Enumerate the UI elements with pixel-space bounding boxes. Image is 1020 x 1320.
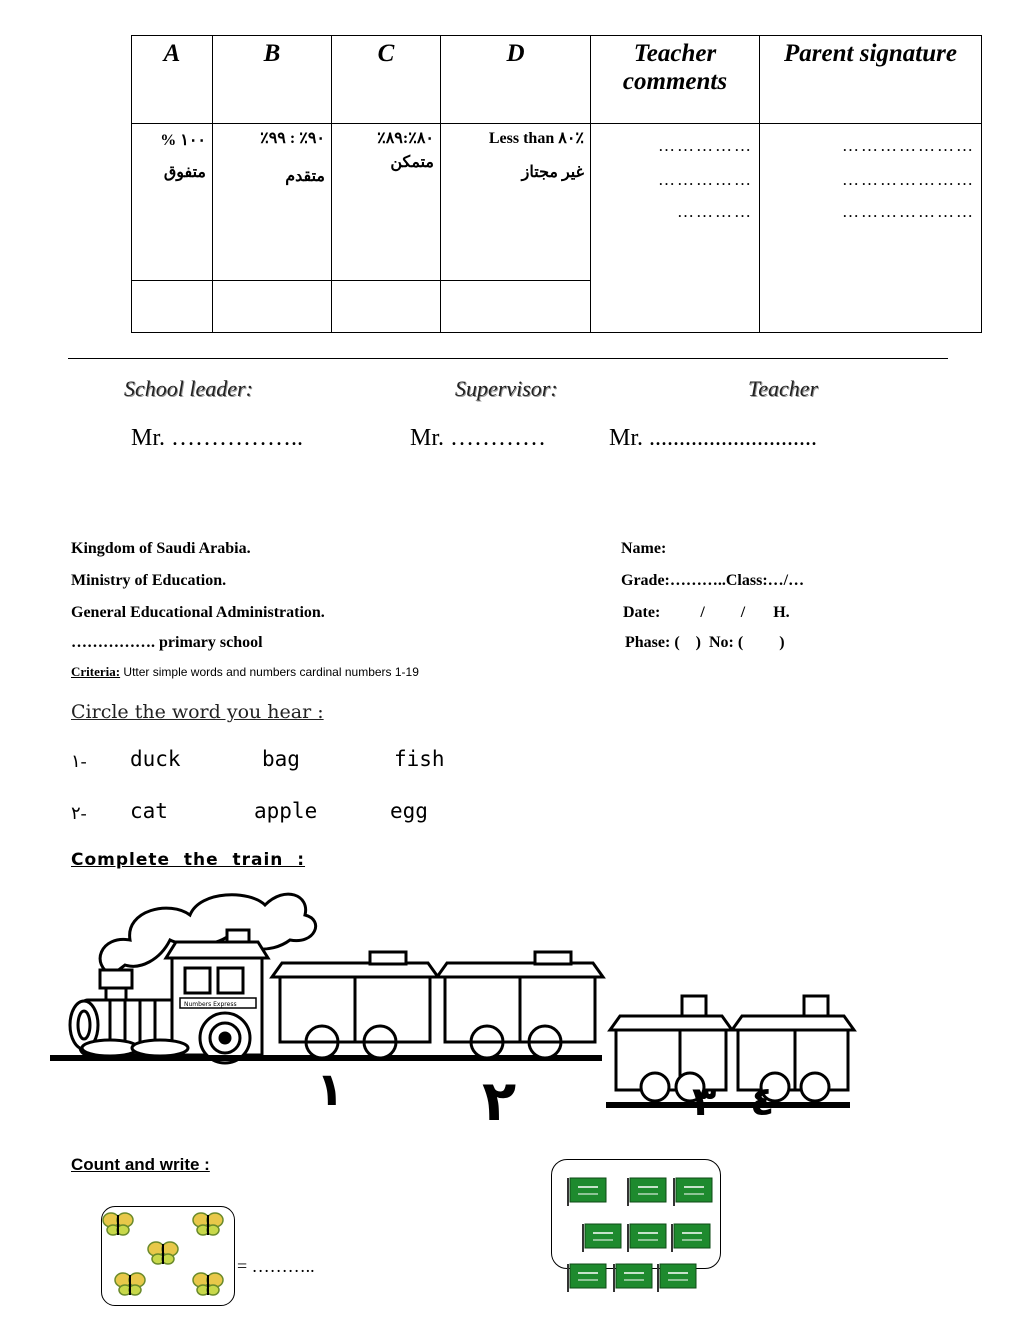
grade-class-field[interactable]: Grade:………..Class:…/… [621,572,805,589]
school-leader-label: School leader: [124,376,253,401]
word-bag[interactable]: bag [262,747,300,771]
train-number-2: ٢ [482,1069,517,1134]
flag-icon [583,1224,621,1252]
flag-icon [628,1224,666,1252]
empty-cell-b[interactable] [213,281,332,333]
flag-icon [568,1178,606,1206]
a-value: ١٠٠ % [160,132,206,149]
header-school: ……………. primary school [71,634,263,651]
b-label: متقدم [285,168,325,185]
teacher-dots-3: ………… [677,202,753,221]
flag-icon [568,1264,606,1292]
train-number-3: ٣ [692,1079,717,1125]
row-number-2: ٢- [71,803,87,823]
d-label: غير مجتاز [521,164,584,181]
teacher-dots-2: …………… [658,170,753,189]
teacher-line[interactable]: Mr. ............................ [609,425,818,451]
train-title: Complete the train : [71,850,306,870]
header-ministry: Ministry of Education. [71,572,227,589]
row-number-1: ١- [71,751,87,771]
grade-table [131,35,982,333]
parent-dots-1: ………………… [842,136,975,155]
word-cat[interactable]: cat [130,799,168,823]
engine-plate: Numbers Express [184,1001,237,1008]
header-administration: General Educational Administration. [71,604,325,621]
word-duck[interactable]: duck [130,747,181,771]
d-value: Less than ٨٠٪ [488,130,584,147]
flag-icon [674,1178,712,1206]
b-value: ٩٠٪ : ٩٩٪ [260,130,325,147]
butterfly-group [101,1206,235,1306]
empty-cell-d[interactable] [441,281,591,333]
header-teacher-comments: Teacher comments [591,36,760,124]
school-leader-line[interactable]: Mr. …………….. [131,425,304,451]
criteria-label: Criteria: [71,664,121,679]
empty-cell-a[interactable] [132,281,213,333]
word-apple[interactable]: apple [254,799,318,823]
c-value: ٨٠٪:٨٩٪ [377,130,434,147]
parent-dots-3: ………………… [842,202,975,221]
header-b: B [213,36,332,124]
empty-cell-c[interactable] [332,281,441,333]
flag-group [560,1170,720,1295]
butterfly-icon [193,1213,223,1235]
parent-dots-2: ………………… [842,170,975,189]
butterfly-answer[interactable]: = ……….. [237,1256,315,1276]
cell-c [332,124,441,281]
date-field[interactable]: Date: / / H. [623,604,790,621]
cell-d [441,124,591,281]
supervisor-line[interactable]: Mr. ………… [410,425,547,451]
a-label: متفوق [163,164,206,181]
word-egg[interactable]: egg [390,799,428,823]
divider [68,358,948,359]
criteria [71,664,419,680]
phase-no-field[interactable]: Phase: ( ) No: ( ) [625,634,785,651]
count-title: Count and write : [71,1155,210,1174]
teacher-label: Teacher [748,376,819,401]
header-kingdom: Kingdom of Saudi Arabia. [71,540,251,557]
butterfly-icon [115,1273,145,1295]
header-parent-signature: Parent signature [760,36,982,124]
flag-icon [614,1264,652,1292]
teacher-dots-1: …………… [658,136,753,155]
teacher-comments-cell[interactable] [591,124,760,333]
cell-b [213,124,332,281]
header-c: C [332,36,441,124]
supervisor-label: Supervisor: [455,376,558,401]
name-field[interactable]: Name: [621,540,667,557]
circle-word-title: Circle the word you hear : [71,701,324,723]
header-d: D [441,36,591,124]
butterfly-icon [148,1242,178,1264]
cell-a [132,124,213,281]
parent-signature-cell[interactable] [760,124,982,333]
flag-icon [672,1224,710,1252]
train-illustration [50,880,860,1135]
c-label: متمكن [390,154,434,171]
flag-icon [658,1264,696,1292]
train-number-4: ٤ [750,1079,775,1125]
flag-icon [628,1178,666,1206]
butterfly-icon [193,1273,223,1295]
criteria-text: Utter simple words and numbers cardinal numbers 1-19 [120,665,419,679]
header-a: A [132,36,213,124]
butterfly-icon [103,1213,133,1235]
word-fish[interactable]: fish [394,747,445,771]
train-number-1: ١ [316,1062,345,1116]
